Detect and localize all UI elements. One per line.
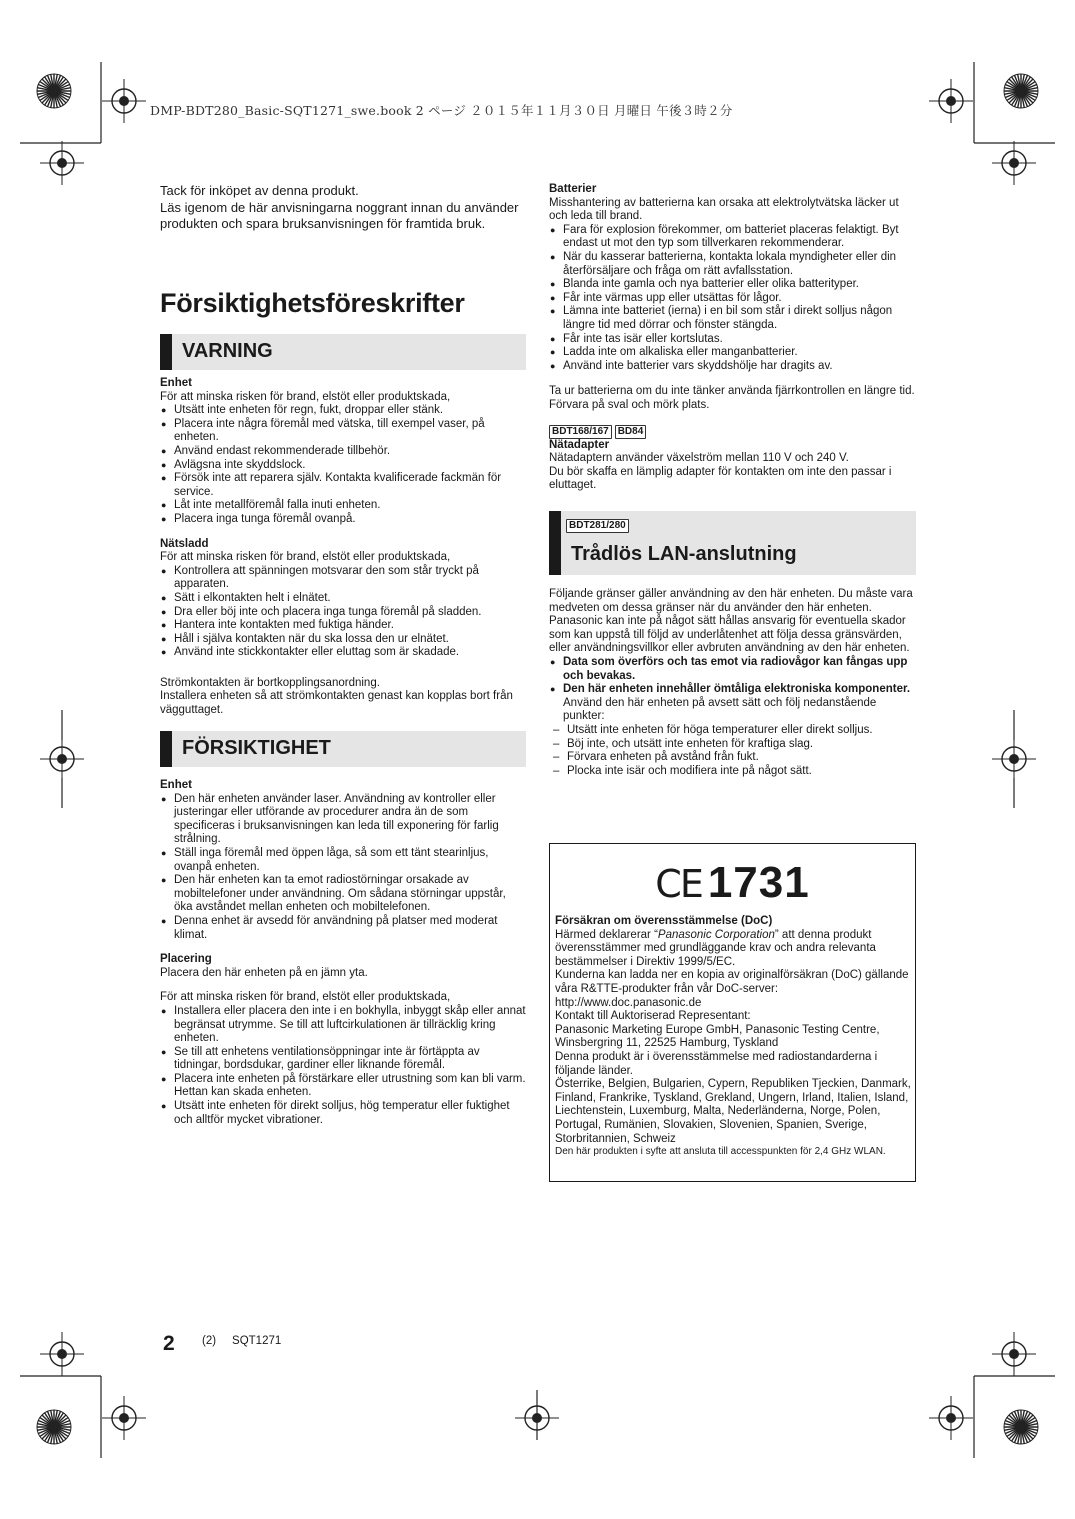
enhet-list (160, 404, 526, 526)
natsladd-list (160, 565, 526, 660)
placering-text: Placera den här enheten på en jämn yta. (160, 966, 368, 979)
wlan-dash-list (549, 724, 916, 778)
list-item: – Böj inte, och utsätt inte enheten för kraftiga slag. (549, 738, 916, 752)
page-title: Försiktighetsföreskrifter (160, 288, 465, 318)
enhet-heading: Enhet (160, 377, 192, 389)
list-item: ● Placera inte några föremål med vätska, till exempel vaser, på enheten. (160, 418, 526, 445)
list-item: ● Avlägsna inte skyddslock. (160, 459, 526, 473)
wlan-p1: Följande gränser gäller användning av den här enheten. Du måste vara medveten om dessa gränser när du använder den här enheten. (549, 588, 913, 614)
wlan-note: Den här produkten i syfte att ansluta till accesspunkten för 2,4 GHz WLAN. (555, 1146, 886, 1158)
batterier-list (549, 224, 916, 374)
ce-icon: CE (655, 862, 702, 906)
ce-number: 1731 (707, 858, 810, 907)
list-item: ● Se till att enhetens ventilationsöppningar inte är förtäppta av tidningar, bordsdukar, gardiner eller liknande föremål. (160, 1046, 526, 1073)
list-item: ● När du kasserar batterierna, kontakta lokala myndigheter eller din återförsäljare och fråga om rätt avfallsstation. (549, 251, 916, 278)
list-item: ● Sätt i elkontakten helt i elnätet. (160, 592, 526, 606)
varning-banner (160, 334, 526, 370)
country-list: Österrike, Belgien, Bulgarien, Cypern, Republiken Tjeckien, Danmark, Finland, Frankrike, Tyskland, Grekland, Ungern, Irland, Italien, Island, Liechtenstein, Luxemburg, Malta, Nederländerna, Norge, Polen, Portugal, Rumänien, Slovakien, Slovenien, Spanien, Sverige, Storbritannien, Schweiz (555, 1078, 911, 1145)
forsiktighet-banner (160, 731, 526, 767)
remote-text: Ta ur batterierna om du inte tänker använda fjärrkontrollen en längre tid. Förvara på sval och mörk plats. (549, 385, 915, 411)
list-item: ● Data som överförs och tas emot via radiovågor kan fångas upp och bevakas. (549, 656, 916, 683)
enhet-lead: För att minska risken för brand, elstöt eller produktskada, (160, 390, 451, 403)
intro-line-2: Läs igenom de här anvisningarna noggrant innan du använder produkten och spara bruksanvisningen för framtida bruk. (160, 199, 519, 231)
list-item: ● Håll i själva kontakten när du ska lossa den ur elnätet. (160, 633, 526, 647)
list-item: ● Använd endast rekommenderade tillbehör. (160, 445, 526, 459)
list-item: ● Ställ inga föremål med öppen låga, så som ett tänt stearinljus, ovanpå enheten. (160, 847, 526, 874)
list-item: ● Får inte värmas upp eller utsättas för lågor. (549, 292, 916, 306)
forsiktighet-enhet-list (160, 793, 526, 943)
banner-bar (160, 334, 172, 370)
page-number: 2 (163, 1332, 175, 1355)
declaration-box (549, 843, 916, 1182)
list-item: ● Den här enheten kan ta emot radiostörningar orsakade av mobiltelefoner under användning. Om sådana störningar uppstår, öka avståndet mellan enheten och mobiltelefonen. (160, 874, 526, 915)
representative-address: Panasonic Marketing Europe GmbH, Panasonic Testing Centre, Winsbergring 11, 22525 Hamburg, Tyskland (555, 1023, 880, 1050)
book-header: DMP-BDT280_Basic-SQT1271_swe.book 2 ページ ２０１５年１１月３０日 月曜日 午後３時２分 (150, 103, 733, 118)
model-badge: BDT281/280 (566, 519, 629, 533)
list-item: ● Placera inga tunga föremål ovanpå. (160, 513, 526, 527)
forsiktighet-title: FÖRSIKTIGHET (182, 737, 331, 759)
star-mark-tl (37, 74, 71, 108)
document-code: SQT1271 (232, 1335, 282, 1347)
banner-bar (549, 511, 561, 575)
list-item: ● Lämna inte batteriet (ierna) i en bil som står i direkt solljus någon längre tid med dörrar och fönster stängda. (549, 305, 916, 332)
model-badges (549, 425, 916, 439)
list-item: ● Den här enheten använder laser. Användning av kontroller eller justeringar eller utförande av procedurer andra än de som specificeras i bruksanvisningen kan leda till exponering för farlig strålning. (160, 793, 526, 847)
list-item: – Plocka inte isär och modifiera inte på något sätt. (549, 765, 916, 779)
company-name: Panasonic Corporation (657, 928, 775, 941)
list-item: ● Använd inte batterier vars skyddshölje har dragits av. (549, 360, 916, 374)
declaration-line-2: Kunderna kan ladda ner en kopia av originalförsäkran (DoC) gällande våra R&TTE-produkter från vår DoC-server: (555, 969, 909, 995)
batterier-lead: Misshantering av batterierna kan orsaka att elektrolytvätska läcker ut och leda till brand. (549, 196, 899, 223)
placering-list (160, 1005, 526, 1127)
natadapter-line-1: Nätadaptern använder växelström mellan 110 V och 240 V. (549, 452, 849, 465)
forsiktighet-section (160, 779, 526, 1127)
list-item: ● Installera eller placera den inte i en bokhylla, inbyggt skåp eller annat begränsat utrymme. Se till att luftcirkulationen är tillräcklig kring enheten. (160, 1005, 526, 1046)
text-span: ” att denna produkt överensstämmer med grundläggande krav och andra relevanta bestämmelser i Direktiv 1999/5/EC. (555, 928, 876, 968)
strom-text-2: Installera enheten så att strömkontakten genast kan kopplas bort från vägguttaget. (160, 690, 513, 717)
list-item: ● Utsätt inte enheten för direkt solljus, hög temperatur eller fuktighet och alltför mycket vibrationer. (160, 1100, 526, 1127)
declaration-heading: Försäkran om överensstämmelse (DoC) (555, 915, 773, 927)
natadapter-line-2: Du bör skaffa en lämplig adapter för kontakten om inte den passar i eluttaget. (549, 465, 892, 492)
wlan-list (549, 656, 916, 697)
wlan-title: Trådlös LAN-anslutning (571, 543, 797, 565)
declaration-body (555, 915, 912, 1158)
ce-mark (550, 858, 915, 908)
list-item: – Utsätt inte enheten för höga temperaturer eller direkt solljus. (549, 724, 916, 738)
placering-heading: Placering (160, 953, 212, 966)
batterier-section (549, 183, 916, 493)
list-item: ● Ladda inte om alkaliska eller manganbatterier. (549, 346, 916, 360)
page-sub: (2) (202, 1335, 217, 1347)
batterier-heading: Batterier (549, 183, 597, 195)
footer-text (202, 1335, 281, 1347)
conformity-text: Denna produkt är i överensstämmelse med radiostandarderna i följande länder. (555, 1050, 878, 1077)
list-item: ● Utsätt inte enheten för regn, fukt, droppar eller stänk. (160, 404, 526, 418)
doc-server-url: http://www.doc.panasonic.de (555, 996, 702, 1009)
list-item: ● Låt inte metallföremål falla inuti enheten. (160, 499, 526, 513)
star-mark-bl (37, 1410, 71, 1444)
text-span: Härmed deklarerar “ (555, 928, 658, 941)
model-badge: BD84 (615, 425, 647, 439)
list-item: ● Hantera inte kontakten med fuktiga händer. (160, 619, 526, 633)
intro-line-1: Tack för inköpet av denna produkt. (160, 183, 359, 198)
enhet-heading: Enhet (160, 779, 192, 791)
wlan-sub: Använd den här enheten på avsett sätt och följ nedanstående punkter: (563, 696, 877, 723)
list-item: ● Dra eller böj inte och placera inga tunga föremål på sladden. (160, 606, 526, 620)
wlan-banner (549, 511, 916, 575)
list-item: ● Placera inte enheten på förstärkare eller utrustning som kan bli varm. Hettan kan skada enheten. (160, 1073, 526, 1100)
placering-lead: För att minska risken för brand, elstöt eller produktskada, (160, 991, 451, 1004)
list-item: ● Kontrollera att spänningen motsvarar den som står tryckt på apparaten. (160, 565, 526, 592)
representative-label: Kontakt till Auktoriserad Representant: (555, 1010, 751, 1023)
star-mark-br (1004, 1410, 1038, 1444)
list-item: ● Denna enhet är avsedd för användning på platser med moderat klimat. (160, 915, 526, 942)
model-badge: BDT168/167 (549, 425, 612, 439)
declaration-line-1 (555, 929, 912, 970)
list-item: – Förvara enheten på avstånd från fukt. (549, 751, 916, 765)
natsladd-heading: Nätsladd (160, 537, 209, 550)
list-item: ● Försök inte att reparera själv. Kontakta kvalificerade fackmän för service. (160, 472, 526, 499)
natsladd-lead: För att minska risken för brand, elstöt eller produktskada, (160, 551, 451, 564)
natadapter-heading: Nätadapter (549, 438, 610, 451)
list-item: ● Använd inte stickkontakter eller eluttag som är skadade. (160, 646, 526, 660)
star-mark-tr (1004, 74, 1038, 108)
wlan-p2: Panasonic kan inte på något sätt hållas ansvarig för eventuella skador som kan uppstå till följd av underlåtenhet att följa dessa gränsvärden, eller användningsvillkor eller avbruten användning av den här enheten. (549, 615, 910, 655)
intro-text (160, 183, 520, 233)
strom-text-1: Strömkontakten är bortkopplingsanordning. (160, 676, 380, 689)
list-item: ● Blanda inte gamla och nya batterier eller olika batterityper. (549, 278, 916, 292)
varning-section (160, 377, 526, 718)
varning-title: VARNING (182, 340, 273, 362)
wlan-section (549, 588, 916, 778)
list-item: ● Får inte tas isär eller kortslutas. (549, 333, 916, 347)
list-item: ● Fara för explosion förekommer, om batteriet placeras felaktigt. Byt endast ut mot den typ som tillverkaren rekommenderar. (549, 224, 916, 251)
banner-bar (160, 731, 172, 767)
list-item: ● Den här enheten innehåller ömtåliga elektroniska komponenter. (549, 683, 916, 697)
